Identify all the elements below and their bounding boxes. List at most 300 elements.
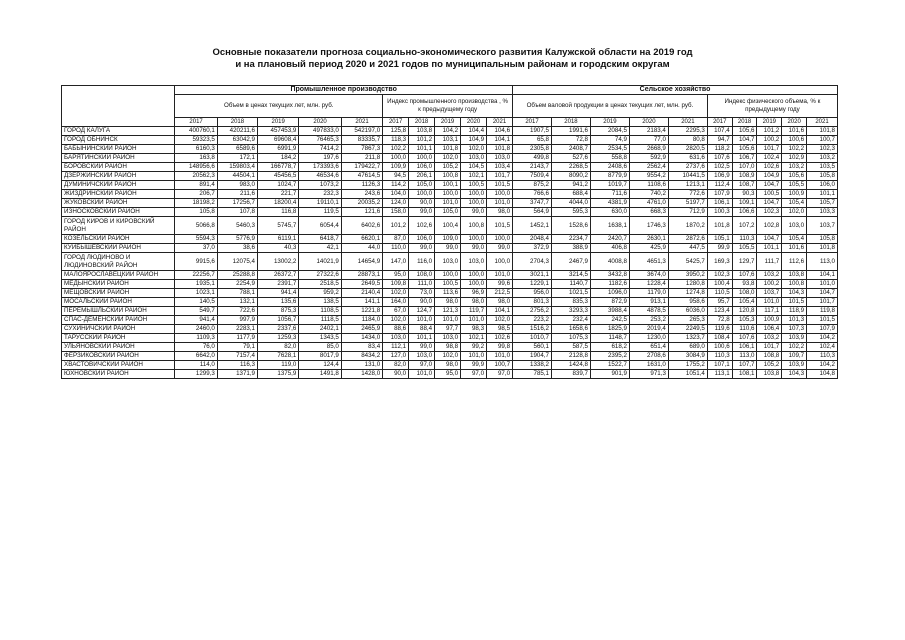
document-title-line-1: Основные показатели прогноза социально-экономического развития Калужской области на 2019 год: [212, 47, 693, 58]
value-cell: 107,6: [732, 334, 757, 343]
value-cell: 100,7: [487, 361, 513, 370]
value-cell: 101,1: [409, 334, 435, 343]
value-cell: 564,9: [513, 208, 552, 217]
value-cell: 172,1: [217, 154, 257, 163]
value-cell: 549,7: [175, 307, 218, 316]
value-cell: 107,1: [707, 361, 732, 370]
value-cell: 1638,1: [590, 217, 629, 235]
value-cell: 6054,4: [299, 217, 342, 235]
value-cell: 712,9: [668, 208, 707, 217]
value-cell: 103,5: [807, 163, 838, 172]
value-cell: 101,0: [807, 280, 838, 289]
value-cell: 1755,2: [668, 361, 707, 370]
value-cell: 119,0: [258, 361, 299, 370]
value-cell: 102,3: [707, 271, 732, 280]
table-row: [62, 163, 838, 172]
value-cell: 2704,3: [513, 253, 552, 271]
value-cell: 99,0: [409, 343, 435, 352]
value-cell: 104,8: [807, 370, 838, 379]
value-cell: 138,5: [299, 298, 342, 307]
value-cell: 997,9: [217, 316, 257, 325]
value-cell: 107,8: [217, 208, 257, 217]
value-cell: 1323,7: [668, 334, 707, 343]
value-cell: 560,1: [513, 343, 552, 352]
value-cell: 3021,1: [513, 271, 552, 280]
value-cell: 785,1: [513, 370, 552, 379]
value-cell: 99,2: [461, 343, 487, 352]
value-cell: 100,8: [782, 280, 807, 289]
table-row: [62, 127, 838, 136]
value-cell: 100,2: [757, 280, 782, 289]
value-cell: 5594,3: [175, 235, 218, 244]
value-cell: 44,0: [341, 244, 382, 253]
value-cell: 14654,9: [341, 253, 382, 271]
value-cell: 27322,6: [299, 271, 342, 280]
value-cell: 109,8: [383, 280, 409, 289]
value-cell: 2668,9: [629, 145, 668, 154]
agriculture-section-header: Сельское хозяйство: [513, 86, 838, 95]
value-cell: 20562,3: [175, 172, 218, 181]
value-cell: 102,6: [409, 217, 435, 235]
district-name-cell: БАБЫНИНСКИЙ РАЙОН: [62, 145, 175, 154]
value-cell: 101,8: [807, 127, 838, 136]
value-cell: 18200,4: [258, 199, 299, 208]
value-cell: 103,0: [435, 334, 461, 343]
value-cell: 99,0: [461, 244, 487, 253]
value-cell: 105,8: [807, 235, 838, 244]
value-cell: 110,3: [707, 352, 732, 361]
year-header-cell: 2020: [782, 118, 807, 127]
value-cell: 100,0: [383, 154, 409, 163]
value-cell: 103,2: [782, 163, 807, 172]
value-cell: 19110,1: [299, 199, 342, 208]
value-cell: 4878,5: [629, 307, 668, 316]
value-cell: 1108,6: [629, 181, 668, 190]
value-cell: 102,0: [487, 316, 513, 325]
value-cell: 6119,1: [258, 235, 299, 244]
value-cell: 102,0: [461, 145, 487, 154]
value-cell: 103,0: [461, 253, 487, 271]
value-cell: 8434,2: [341, 352, 382, 361]
industry-index-header: Индекс промышленного производства , % к предыдущему году: [383, 95, 513, 118]
agri-index-header: Индекс физического объема, % к предыдущему году: [707, 95, 837, 118]
value-cell: 100,6: [782, 136, 807, 145]
value-cell: 97,0: [461, 370, 487, 379]
value-cell: 9915,6: [175, 253, 218, 271]
value-cell: 527,6: [551, 154, 590, 163]
value-cell: 959,2: [299, 289, 342, 298]
value-cell: 40,3: [258, 244, 299, 253]
value-cell: 2408,7: [551, 145, 590, 154]
district-name-cell: БАРЯТИНСКИЙ РАЙОН: [62, 154, 175, 163]
year-header-cell: 2017: [383, 118, 409, 127]
value-cell: 102,2: [782, 145, 807, 154]
value-cell: 111,0: [409, 280, 435, 289]
value-cell: 1825,9: [590, 325, 629, 334]
value-cell: 17256,7: [217, 199, 257, 208]
value-cell: 99,8: [487, 343, 513, 352]
value-cell: 38,6: [217, 244, 257, 253]
value-cell: 400760,1: [175, 127, 218, 136]
value-cell: 121,6: [341, 208, 382, 217]
value-cell: 100,0: [487, 190, 513, 199]
value-cell: 99,9: [461, 361, 487, 370]
table-row: [62, 154, 838, 163]
value-cell: 125,8: [383, 127, 409, 136]
value-cell: 875,2: [513, 181, 552, 190]
value-cell: 124,0: [383, 199, 409, 208]
value-cell: 197,6: [299, 154, 342, 163]
value-cell: 99,0: [409, 244, 435, 253]
value-cell: 1148,7: [590, 334, 629, 343]
value-cell: 106,0: [409, 163, 435, 172]
value-cell: 118,9: [782, 307, 807, 316]
value-cell: 388,9: [551, 244, 590, 253]
value-cell: 147,0: [383, 253, 409, 271]
indicators-table: [61, 85, 838, 379]
value-cell: 103,0: [409, 352, 435, 361]
value-cell: 2562,4: [629, 163, 668, 172]
value-cell: 102,0: [435, 352, 461, 361]
value-cell: 45456,5: [258, 172, 299, 181]
value-cell: 101,0: [435, 199, 461, 208]
value-cell: 102,0: [383, 289, 409, 298]
value-cell: 103,9: [782, 334, 807, 343]
value-cell: 99,9: [707, 244, 732, 253]
value-cell: 109,1: [732, 199, 757, 208]
value-cell: 3674,0: [629, 271, 668, 280]
value-cell: 688,4: [551, 190, 590, 199]
agri-volume-header: Объем валовой продукции в ценах текущих лет, млн. руб.: [513, 95, 708, 118]
value-cell: 98,0: [487, 298, 513, 307]
year-header-cell: 2018: [732, 118, 757, 127]
value-cell: 107,9: [707, 190, 732, 199]
value-cell: 1658,6: [551, 325, 590, 334]
value-cell: 3293,3: [551, 307, 590, 316]
value-cell: 1108,5: [299, 307, 342, 316]
table-row: [62, 325, 838, 334]
value-cell: 63042,9: [217, 136, 257, 145]
value-cell: 101,8: [807, 244, 838, 253]
value-cell: 118,3: [383, 136, 409, 145]
value-cell: 20035,2: [341, 199, 382, 208]
value-cell: 28873,1: [341, 271, 382, 280]
value-cell: 631,6: [668, 154, 707, 163]
district-name-cell: МЕДЫНСКИЙ РАЙОН: [62, 280, 175, 289]
value-cell: 119,6: [707, 325, 732, 334]
value-cell: 1631,0: [629, 361, 668, 370]
value-cell: 6160,3: [175, 145, 218, 154]
value-cell: 93,8: [732, 280, 757, 289]
value-cell: 1870,2: [668, 217, 707, 235]
value-cell: 83,4: [341, 343, 382, 352]
table-row: [62, 271, 838, 280]
district-name-cell: КУЙБЫШЕВСКИЙ РАЙОН: [62, 244, 175, 253]
value-cell: 7414,2: [299, 145, 342, 154]
value-cell: 90,3: [732, 190, 757, 199]
value-cell: 1375,9: [258, 370, 299, 379]
value-cell: 372,9: [513, 244, 552, 253]
district-name-cell: ЖИЗДРИНСКИЙ РАЙОН: [62, 190, 175, 199]
value-cell: 6418,7: [299, 235, 342, 244]
value-cell: 102,4: [757, 154, 782, 163]
value-cell: 104,3: [782, 370, 807, 379]
value-cell: 2518,5: [299, 280, 342, 289]
value-cell: 101,0: [461, 352, 487, 361]
value-cell: 105,4: [732, 298, 757, 307]
value-cell: 101,5: [487, 181, 513, 190]
value-cell: 7867,3: [341, 145, 382, 154]
district-name-cell: ХВАСТОВИЧСКИЙ РАЙОН: [62, 361, 175, 370]
value-cell: 117,1: [757, 307, 782, 316]
district-name-cell: ЖУКОВСКИЙ РАЙОН: [62, 199, 175, 208]
value-cell: 2305,8: [513, 145, 552, 154]
value-cell: 104,5: [461, 163, 487, 172]
value-cell: 1428,0: [341, 370, 382, 379]
value-cell: 85,0: [299, 343, 342, 352]
year-header-cell: 2018: [409, 118, 435, 127]
value-cell: 114,2: [383, 181, 409, 190]
value-cell: 106,1: [707, 199, 732, 208]
table-row: [62, 190, 838, 199]
value-cell: 630,0: [590, 208, 629, 217]
year-header-cell: 2021: [341, 118, 382, 127]
value-cell: 101,8: [487, 145, 513, 154]
year-header-row: [62, 118, 838, 127]
value-cell: 179422,7: [341, 163, 382, 172]
district-name-cell: ГОРОД КАЛУГА: [62, 127, 175, 136]
table-row: [62, 253, 838, 271]
value-cell: 100,0: [435, 190, 461, 199]
value-cell: 212,5: [487, 289, 513, 298]
value-cell: 1935,1: [175, 280, 218, 289]
value-cell: 2649,5: [341, 280, 382, 289]
value-cell: 72,8: [551, 136, 590, 145]
value-cell: 101,3: [782, 316, 807, 325]
value-cell: 101,2: [757, 127, 782, 136]
value-cell: 1073,2: [299, 181, 342, 190]
table-row: [62, 136, 838, 145]
value-cell: 99,0: [461, 208, 487, 217]
value-cell: 4761,0: [629, 199, 668, 208]
value-cell: 5066,8: [175, 217, 218, 235]
value-cell: 1907,5: [513, 127, 552, 136]
value-cell: 1023,1: [175, 289, 218, 298]
value-cell: 108,1: [732, 370, 757, 379]
value-cell: 2756,2: [513, 307, 552, 316]
district-name-cell: ДЗЕРЖИНСКИЙ РАЙОН: [62, 172, 175, 181]
value-cell: 243,6: [341, 190, 382, 199]
value-cell: 1229,1: [513, 280, 552, 289]
value-cell: 69608,4: [258, 136, 299, 145]
value-cell: 80,8: [668, 136, 707, 145]
value-cell: 1179,0: [629, 289, 668, 298]
industry-section-header: Промышленное производство: [175, 86, 513, 95]
value-cell: 1522,7: [590, 361, 629, 370]
value-cell: 44504,1: [217, 172, 257, 181]
table-row: [62, 370, 838, 379]
district-name-cell: ДУМИНИЧСКИЙ РАЙОН: [62, 181, 175, 190]
value-cell: 98,0: [461, 298, 487, 307]
value-cell: 100,5: [435, 280, 461, 289]
value-cell: 105,6: [732, 127, 757, 136]
value-cell: 253,2: [629, 316, 668, 325]
value-cell: 113,6: [435, 289, 461, 298]
value-cell: 6402,6: [341, 217, 382, 235]
value-cell: 104,9: [461, 136, 487, 145]
value-cell: 1299,3: [175, 370, 218, 379]
value-cell: 2820,5: [668, 145, 707, 154]
value-cell: 5197,7: [668, 199, 707, 208]
value-cell: 100,0: [435, 271, 461, 280]
value-cell: 104,2: [435, 127, 461, 136]
value-cell: 112,6: [782, 253, 807, 271]
value-cell: 140,5: [175, 298, 218, 307]
value-cell: 1213,1: [668, 181, 707, 190]
value-cell: 103,7: [807, 217, 838, 235]
value-cell: 101,2: [409, 136, 435, 145]
value-cell: 107,4: [707, 127, 732, 136]
value-cell: 108,7: [732, 181, 757, 190]
value-cell: 1021,5: [551, 289, 590, 298]
value-cell: 101,1: [409, 145, 435, 154]
value-cell: 100,2: [757, 136, 782, 145]
value-cell: 587,5: [551, 343, 590, 352]
value-cell: 958,6: [668, 298, 707, 307]
district-name-cell: ГОРОД ОБНИНСК: [62, 136, 175, 145]
value-cell: 2395,2: [590, 352, 629, 361]
value-cell: 104,2: [807, 334, 838, 343]
value-cell: 109,0: [435, 235, 461, 244]
value-cell: 2084,5: [590, 127, 629, 136]
value-cell: 4651,3: [629, 253, 668, 271]
value-cell: 101,5: [807, 316, 838, 325]
value-cell: 1274,8: [668, 289, 707, 298]
value-cell: 98,0: [435, 361, 461, 370]
value-cell: 104,7: [732, 136, 757, 145]
value-cell: 102,6: [487, 334, 513, 343]
year-header-cell: 2021: [807, 118, 838, 127]
district-name-cell: СПАС-ДЕМЕНСКИЙ РАЙОН: [62, 316, 175, 325]
value-cell: 1904,7: [513, 352, 552, 361]
value-cell: 104,7: [757, 199, 782, 208]
value-cell: 100,6: [707, 343, 732, 352]
value-cell: 103,8: [782, 271, 807, 280]
value-cell: 941,4: [258, 289, 299, 298]
value-cell: 98,0: [487, 208, 513, 217]
value-cell: 110,0: [383, 244, 409, 253]
value-cell: 499,8: [513, 154, 552, 163]
table-row: [62, 217, 838, 235]
value-cell: 108,8: [757, 352, 782, 361]
value-cell: 105,3: [732, 316, 757, 325]
value-cell: 110,3: [732, 235, 757, 244]
value-cell: 3950,2: [668, 271, 707, 280]
value-cell: 101,6: [782, 244, 807, 253]
year-header-cell: 2019: [757, 118, 782, 127]
value-cell: 113,1: [707, 370, 732, 379]
value-cell: 875,3: [258, 307, 299, 316]
value-cell: 5425,7: [668, 253, 707, 271]
value-cell: 107,6: [707, 154, 732, 163]
value-cell: 105,7: [807, 199, 838, 208]
value-cell: 95,7: [707, 298, 732, 307]
value-cell: 116,0: [409, 253, 435, 271]
value-cell: 104,1: [487, 136, 513, 145]
value-cell: 94,5: [383, 172, 409, 181]
value-cell: 104,7: [757, 181, 782, 190]
value-cell: 7157,4: [217, 352, 257, 361]
value-cell: 101,0: [757, 298, 782, 307]
value-cell: 101,0: [435, 316, 461, 325]
value-cell: 22256,7: [175, 271, 218, 280]
value-cell: 788,1: [217, 289, 257, 298]
value-cell: 1343,5: [299, 334, 342, 343]
value-cell: 1024,7: [258, 181, 299, 190]
value-cell: 102,2: [782, 343, 807, 352]
value-cell: 2254,9: [217, 280, 257, 289]
value-cell: 592,9: [629, 154, 668, 163]
year-header-cell: 2019: [590, 118, 629, 127]
value-cell: 100,5: [461, 181, 487, 190]
value-cell: 65,8: [513, 136, 552, 145]
value-cell: 102,0: [782, 208, 807, 217]
value-cell: 97,0: [487, 370, 513, 379]
value-cell: 100,5: [757, 190, 782, 199]
value-cell: 1126,3: [341, 181, 382, 190]
value-cell: 941,2: [551, 181, 590, 190]
value-cell: 2408,6: [590, 163, 629, 172]
value-cell: 7628,1: [258, 352, 299, 361]
value-cell: 2128,8: [551, 352, 590, 361]
table-row: [62, 280, 838, 289]
value-cell: 1056,7: [258, 316, 299, 325]
value-cell: 102,1: [461, 334, 487, 343]
value-cell: 121,3: [435, 307, 461, 316]
value-cell: 101,7: [757, 145, 782, 154]
value-cell: 100,0: [409, 190, 435, 199]
value-cell: 103,3: [807, 208, 838, 217]
district-name-cell: ЮХНОВСКИЙ РАЙОН: [62, 370, 175, 379]
value-cell: 101,5: [487, 217, 513, 235]
value-cell: 668,3: [629, 208, 668, 217]
value-cell: 97,0: [409, 361, 435, 370]
value-cell: 98,5: [487, 325, 513, 334]
value-cell: 166778,7: [258, 163, 299, 172]
value-cell: 120,8: [732, 307, 757, 316]
value-cell: 6991,9: [258, 145, 299, 154]
year-header-cell: 2018: [551, 118, 590, 127]
value-cell: 221,7: [258, 190, 299, 199]
value-cell: 107,6: [732, 271, 757, 280]
value-cell: 2630,1: [629, 235, 668, 244]
value-cell: 101,8: [435, 145, 461, 154]
value-cell: 103,7: [757, 289, 782, 298]
table-row: [62, 199, 838, 208]
value-cell: 901,9: [590, 370, 629, 379]
value-cell: 5745,7: [258, 217, 299, 235]
table-row: [62, 307, 838, 316]
value-cell: 1096,0: [590, 289, 629, 298]
value-cell: 158,0: [383, 208, 409, 217]
value-cell: 6642,0: [175, 352, 218, 361]
value-cell: 103,9: [782, 361, 807, 370]
district-name-cell: ГОРОД ЛЮДИНОВО И ЛЮДИНОВСКИЙ РАЙОН: [62, 253, 175, 271]
value-cell: 98,3: [461, 325, 487, 334]
value-cell: 127,0: [383, 352, 409, 361]
value-cell: 1109,3: [175, 334, 218, 343]
value-cell: 1230,0: [629, 334, 668, 343]
